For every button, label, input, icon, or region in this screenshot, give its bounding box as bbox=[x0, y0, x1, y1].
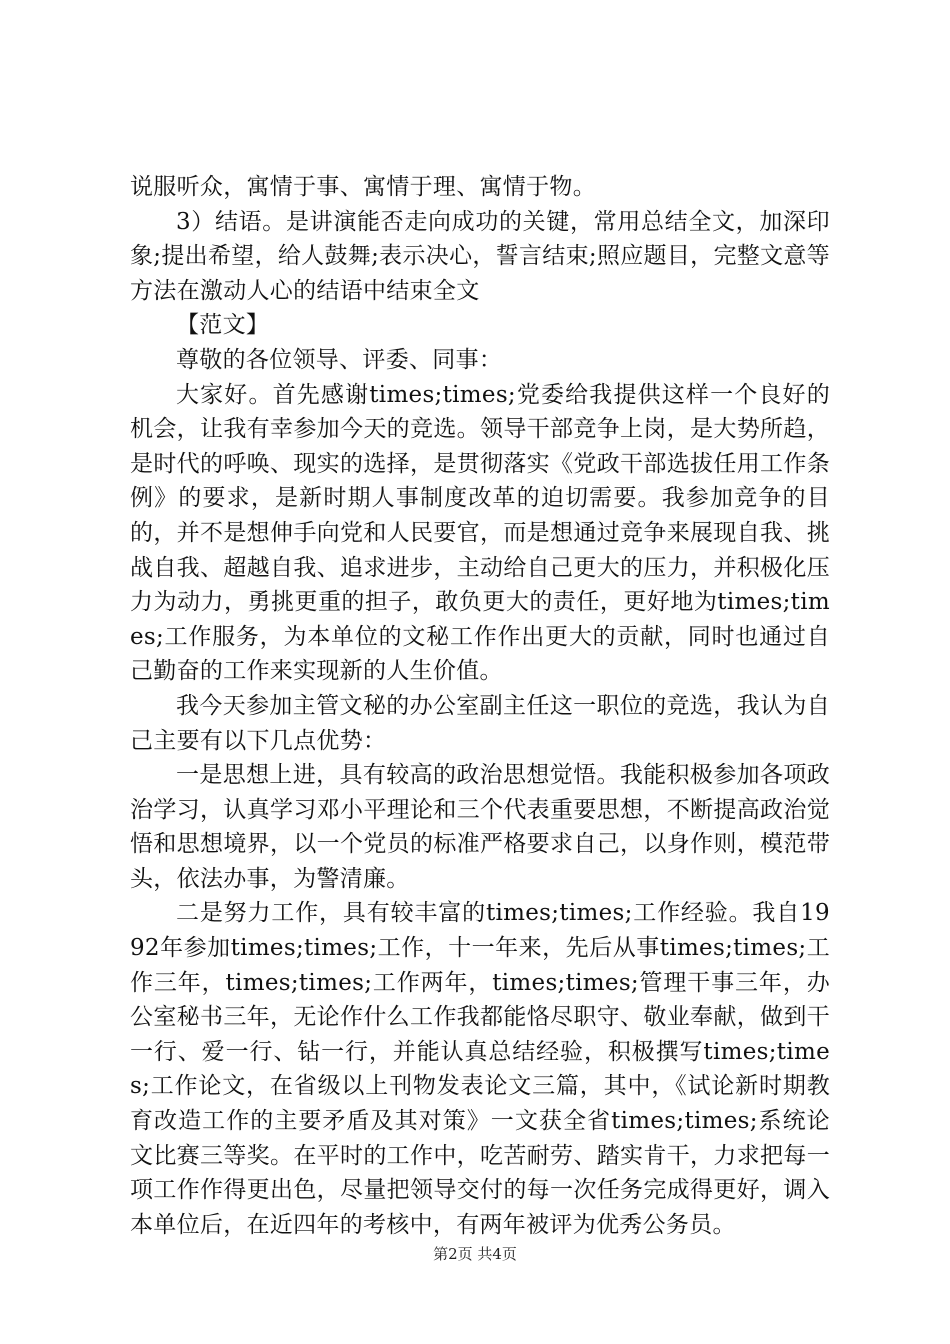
paragraph-1: 说服听众，寓情于事、寓情于理、寓情于物。 bbox=[130, 174, 596, 200]
paragraph-8: 二是努力工作，具有较丰富的times;times;工作经验。我自1992年参加times;times;工作，十一年来，先后从事times;times;工作三年，times;times;工作两年，times;times;管理干事三年，办公室秘书三年，无论作什么工作我都能恪尽职守、敬业奉献，做到干一行、爱一行、钻一行，并能认真总结经验，积极撰写times;times;工作论文，在省级以上刊物发表论文三篇，其中，《试论新时期教育改造工作的主要矛盾及其对策》一文获全省times;times;系统论文比赛三等奖。在平时的工作中，吃苦耐劳、踏实肯干，力求把每一项工作作得更出色，尽量把领导交付的每一次任务完成得更好，调入本单位后，在近四年的考核中，有两年被评为优秀公务员。 bbox=[130, 900, 830, 1238]
page-number-footer: 第2页 共4页 bbox=[433, 1245, 517, 1263]
document-body bbox=[130, 170, 830, 1242]
paragraph-7: 一是思想上进，具有较高的政治思想觉悟。我能积极参加各项政治学习，认真学习邓小平理论和三个代表重要思想，不断提高政治觉悟和思想境界，以一个党员的标准严格要求自己，以身作则，模范带头，依法办事，为警清廉。 bbox=[130, 762, 830, 892]
paragraph-2: 3）结语。是讲演能否走向成功的关键，常用总结全文，加深印象;提出希望，给人鼓舞;表示决心，誓言结束;照应题目，完整文意等方法在激动人心的结语中结束全文 bbox=[130, 208, 830, 304]
paragraph-4: 尊敬的各位领导、评委、同事： bbox=[176, 346, 503, 373]
paragraph-6: 我今天参加主管文秘的办公室副主任这一职位的竞选，我认为自己主要有以下几点优势： bbox=[130, 692, 830, 754]
paragraph-5: 大家好。首先感谢times;times;党委给我提供这样一个良好的机会，让我有幸参加今天的竞选。领导干部竞争上岗，是大势所趋，是时代的呼唤、现实的选择，是贯彻落实《党政干部选拔任用工作条例》的要求，是新时期人事制度改革的迫切需要。我参加竞争的目的，并不是想伸手向党和人民要官，而是想通过竞争来展现自我、挑战自我、超越自我、追求进步，主动给自己更大的压力，并积极化压力为动力，勇挑更重的担子，敢负更大的责任，更好地为times;times;工作服务，为本单位的文秘工作作出更大的贡献，同时也通过自己勤奋的工作来实现新的人生价值。 bbox=[130, 381, 830, 685]
paragraph-3: 【范文】 bbox=[176, 312, 270, 339]
